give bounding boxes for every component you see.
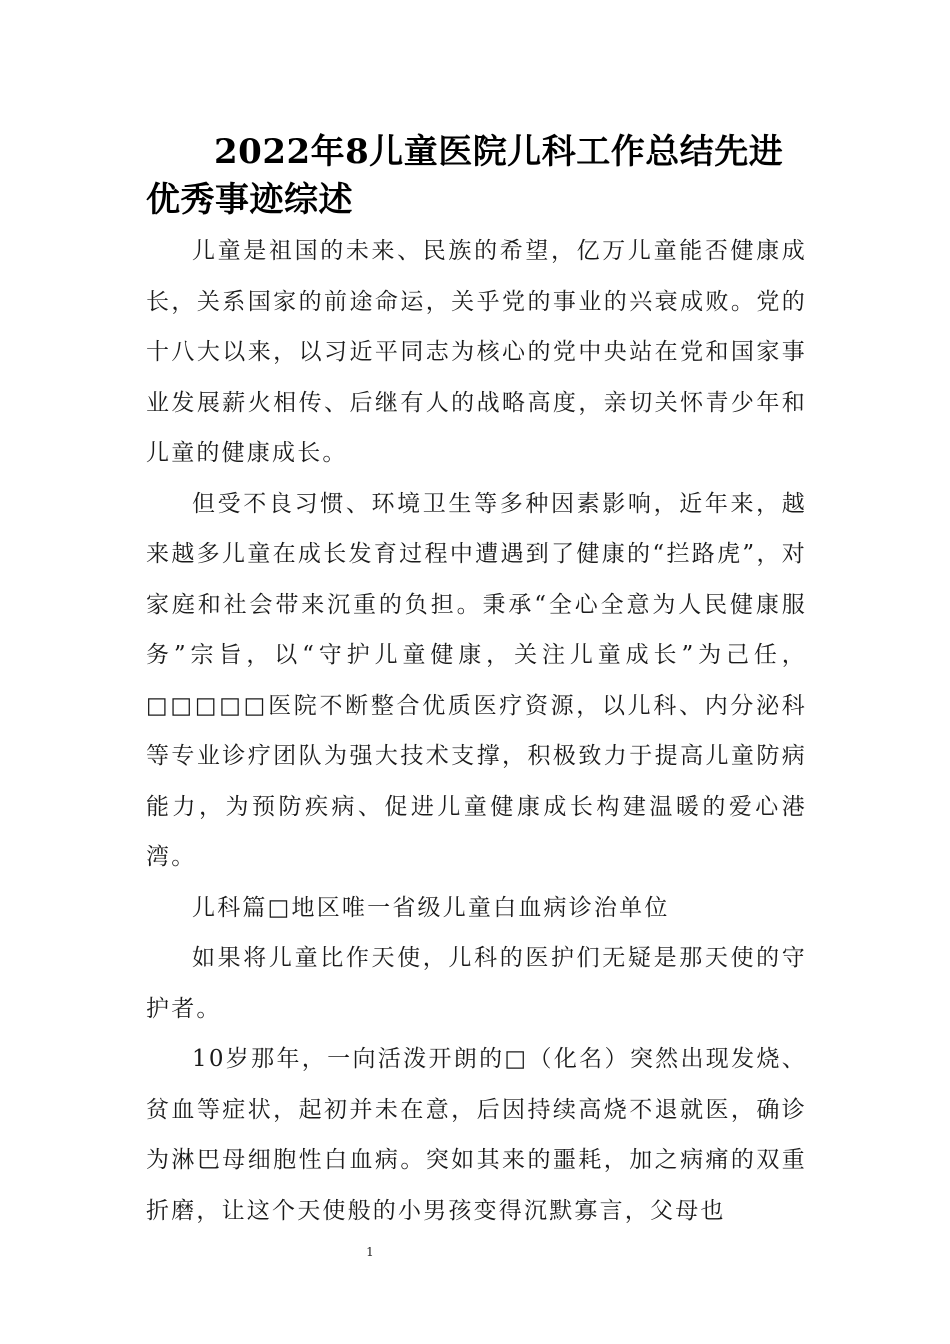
page-number: 1: [366, 1245, 374, 1259]
document-body: [146, 226, 807, 1236]
section-heading-pediatrics: 儿科篇□地区唯一省级儿童白血病诊治单位: [192, 894, 670, 921]
paragraph-intro: 儿童是祖国的未来、民族的希望，亿万儿童能否健康成长，关系国家的前途命运，关乎党的事业的兴衰成败。党的十八大以来，以习近平同志为核心的党中央站在党和国家事业发展薪火相传、后继有人的战略高度，亲切关怀青少年和儿童的健康成长。: [146, 238, 807, 466]
paragraph-guardians: 如果将儿童比作天使，儿科的医护们无疑是那天使的守护者。: [146, 945, 807, 1022]
paragraph-background: 但受不良习惯、环境卫生等多种因素影响，近年来，越来越多儿童在成长发育过程中遭遇到了健康的“拦路虎”，对家庭和社会带来沉重的负担。秉承“全心全意为人民健康服务”宗旨，以“守护儿童健康，关注儿童成长”为己任，□□□□□医院不断整合优质医疗资源，以儿科、内分泌科等专业诊疗团队为强大技术支撑，积极致力于提高儿童防病能力，为预防疾病、促进儿童健康成长构建温暖的爱心港湾。: [146, 490, 807, 870]
paragraph-case-story: 10岁那年，一向活泼开朗的□（化名）突然出现发烧、贫血等症状，起初并未在意，后因持续高烧不退就医，确诊为淋巴母细胞性白血病。突如其来的噩耗，加之病痛的双重折磨，让这个天使般的小男孩变得沉默寡言，父母也: [146, 1046, 807, 1224]
document-title: 2022年8儿童医院儿科工作总结先进优秀事迹综述: [146, 132, 784, 220]
